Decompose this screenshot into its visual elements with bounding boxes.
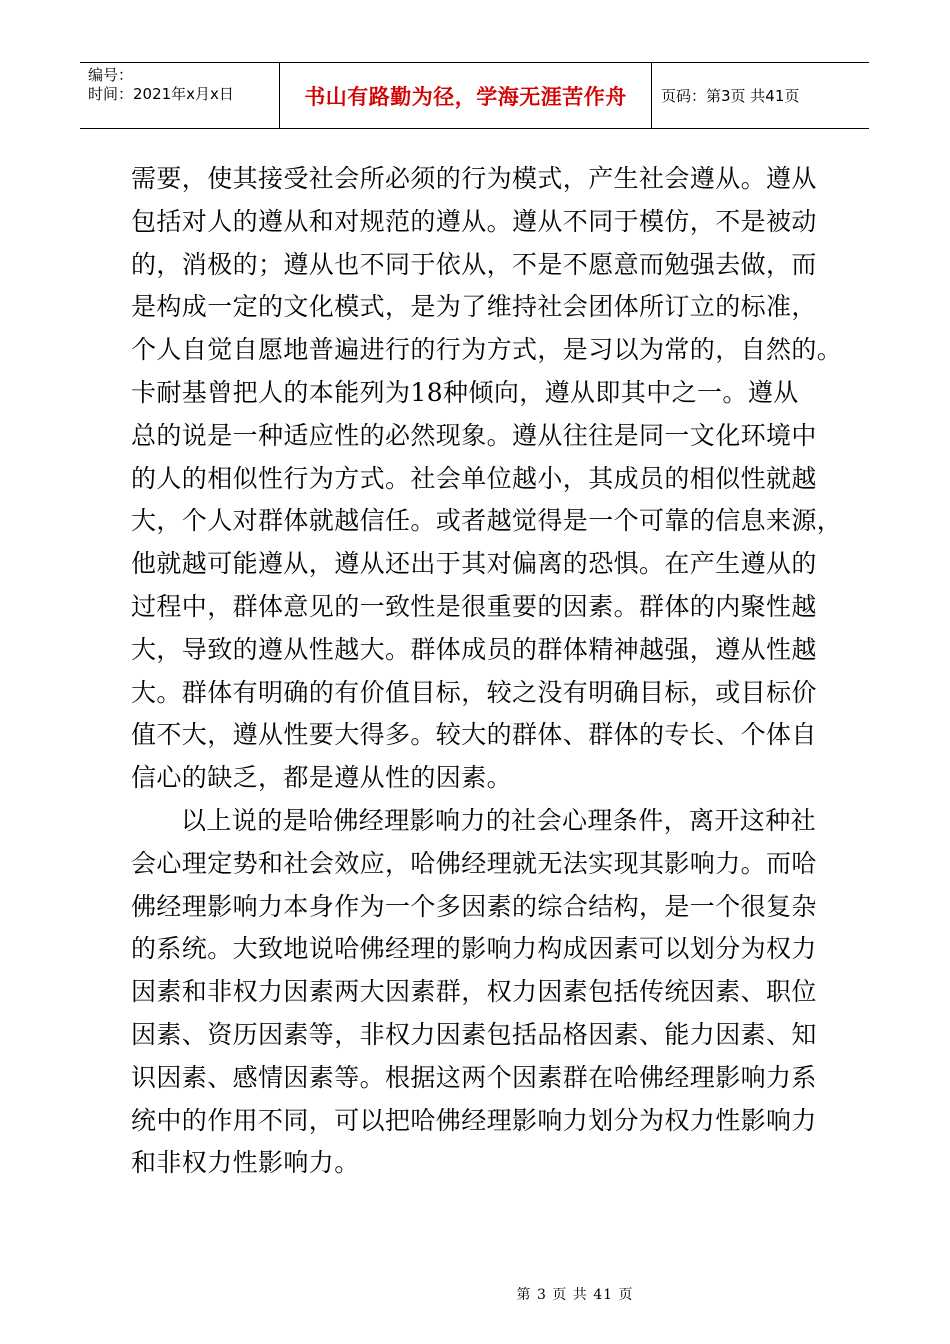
text-line: 因素和非权力因素两大因素群，权力因素包括传统因素、职位 <box>131 977 817 1007</box>
text-line: 因素、资历因素等，非权力因素包括品格因素、能力因素、知 <box>131 1019 817 1049</box>
footer-page-number: 第 3 页 共 41 页 <box>516 1287 634 1303</box>
text-line: 总的说是一种适应性的必然现象。遵从往往是同一文化环境中 <box>131 420 817 450</box>
text-line: 信心的缺乏，都是遵从性的因素。 <box>131 763 513 793</box>
body-paragraph-1 <box>131 158 843 800</box>
document-number-label: 编号： <box>88 66 134 84</box>
text-line: 的人的相似性行为方式。社会单位越小，其成员的相似性就越 <box>131 463 817 493</box>
text-line: 值不大，遵从性要大得多。较大的群体、群体的专长、个体自 <box>131 720 817 750</box>
document-time-label: 时间：2021年x月x日 <box>88 85 234 103</box>
header-page-info: 页码：第3页 共41页 <box>661 87 800 105</box>
text-line: 是构成一定的文化模式，是为了维持社会团体所订立的标准， <box>131 292 817 322</box>
text-line: 个人自觉自愿地普遍进行的行为方式，是习以为常的，自然的。 <box>131 335 843 365</box>
text-line: 包括对人的遵从和对规范的遵从。遵从不同于模仿，不是被动 <box>131 206 817 236</box>
text-line: 识因素、感情因素等。根据这两个因素群在哈佛经理影响力系 <box>131 1062 817 1092</box>
text-line: 大，导致的遵从性越大。群体成员的群体精神越强，遵从性越 <box>131 634 817 664</box>
header-meta-cell <box>80 63 280 128</box>
text-line: 需要，使其接受社会所必须的行为模式，产生社会遵从。遵从 <box>131 164 817 193</box>
text-line: 和非权力性影响力。 <box>131 1148 360 1178</box>
body-paragraph-2 <box>131 800 826 1185</box>
text-line: 卡耐基曾把人的本能列为18种倾向，遵从即其中之一。遵从 <box>131 377 799 407</box>
text-line: 的，消极的；遵从也不同于依从，不是不愿意而勉强去做，而 <box>131 249 817 279</box>
document-body <box>131 158 843 1185</box>
text-line: 大。群体有明确的有价值目标，较之没有明确目标，或目标价 <box>131 677 817 707</box>
text-line: 他就越可能遵从，遵从还出于其对偏离的恐惧。在产生遵从的 <box>131 549 817 579</box>
text-line: 佛经理影响力本身作为一个多因素的综合结构，是一个很复杂 <box>131 891 817 921</box>
text-line: 以上说的是哈佛经理影响力的社会心理条件，离开这种社 <box>181 805 817 835</box>
text-line: 会心理定势和社会效应，哈佛经理就无法实现其影响力。而哈 <box>131 848 817 878</box>
text-line: 的系统。大致地说哈佛经理的影响力构成因素可以划分为权力 <box>131 934 817 964</box>
document-header <box>80 62 869 129</box>
header-motto: 书山有路勤为径，学海无涯苦作舟 <box>280 63 652 128</box>
text-line: 大，个人对群体就越信任。或者越觉得是一个可靠的信息来源， <box>131 506 843 536</box>
text-line: 统中的作用不同，可以把哈佛经理影响力划分为权力性影响力 <box>131 1105 817 1135</box>
page-footer <box>0 1284 950 1304</box>
text-line: 过程中，群体意见的一致性是很重要的因素。群体的内聚性越 <box>131 591 817 621</box>
